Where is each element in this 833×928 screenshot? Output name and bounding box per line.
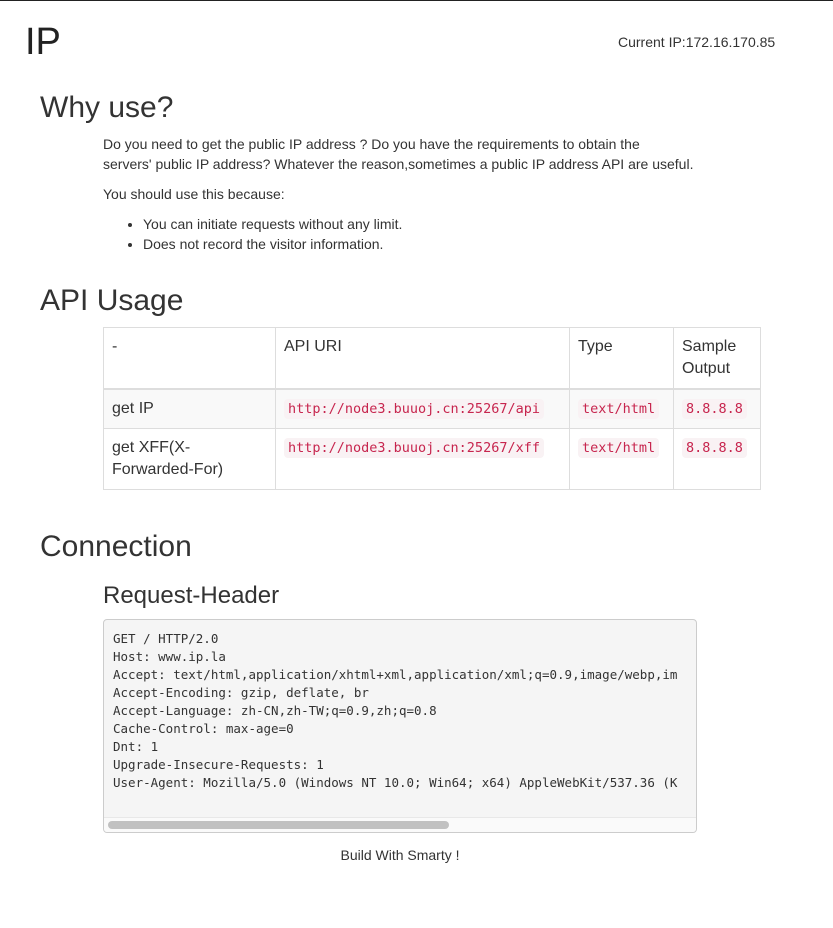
horizontal-scrollbar[interactable] [104,817,696,832]
because-text: You should use this because: [103,186,285,202]
header-line: Upgrade-Insecure-Requests: 1 [113,757,324,772]
site-title: IP [25,21,61,63]
api-sample: 8.8.8.8 [682,438,747,458]
header-line: Host: www.ip.la [113,649,226,664]
intro-line-1: Do you need to get the public IP address ? Do you have the requirements to obtain the [103,136,640,152]
header-line: Dnt: 1 [113,739,159,754]
api-uri: http://node3.buuoj.cn:25267/xff [284,438,544,458]
header-line: Accept-Encoding: gzip, deflate, br [113,685,369,700]
reason-item: • Does not record the visitor information. [143,234,402,254]
reason-item: • You can initiate requests without any limit. [143,214,402,234]
header-line: Accept-Language: zh-CN,zh-TW;q=0.9,zh;q=0.8 [113,703,437,718]
connection-heading: Connection [40,530,192,563]
api-sample-cell [674,429,761,490]
column-header: Sample Output [674,328,761,390]
intro-paragraph [103,134,693,174]
api-uri-cell [276,389,570,429]
api-name: get IP [104,389,276,429]
table-row [104,389,761,429]
why-use-heading: Why use? [40,91,174,124]
api-uri-cell [276,429,570,490]
api-type: text/html [578,438,659,458]
column-header: API URI [276,328,570,390]
api-uri: http://node3.buuoj.cn:25267/api [284,399,544,419]
request-header-heading: Request-Header [103,582,280,609]
api-usage-table [103,327,761,490]
request-header-block[interactable] [103,619,697,833]
reasons-list [103,214,402,254]
footer-text: Build With Smarty ! [340,847,460,863]
intro-line-2: servers' public IP address? Whatever the reason,sometimes a public IP address API are useful. [103,156,694,172]
current-ip-label: Current IP:172.16.170.85 [618,34,776,50]
column-header: Type [570,328,674,390]
header-line: Cache-Control: max-age=0 [113,721,294,736]
header-line: GET / HTTP/2.0 [113,631,219,646]
table-row [104,429,761,490]
request-header-text [104,620,696,792]
api-name: get XFF(X-Forwarded-For) [104,429,276,490]
scrollbar-thumb[interactable] [108,821,449,829]
table-header-row [104,328,761,390]
api-type-cell [570,429,674,490]
api-usage-heading: API Usage [40,284,184,317]
header-line: User-Agent: Mozilla/5.0 (Windows NT 10.0; Win64; x64) AppleWebKit/537.36 (K [113,775,678,790]
api-sample: 8.8.8.8 [682,399,747,419]
header-line: Accept: text/html,application/xhtml+xml,application/xml;q=0.9,image/webp,im [113,667,678,682]
api-type-cell [570,389,674,429]
api-type: text/html [578,399,659,419]
column-header: - [104,328,276,390]
api-sample-cell [674,389,761,429]
